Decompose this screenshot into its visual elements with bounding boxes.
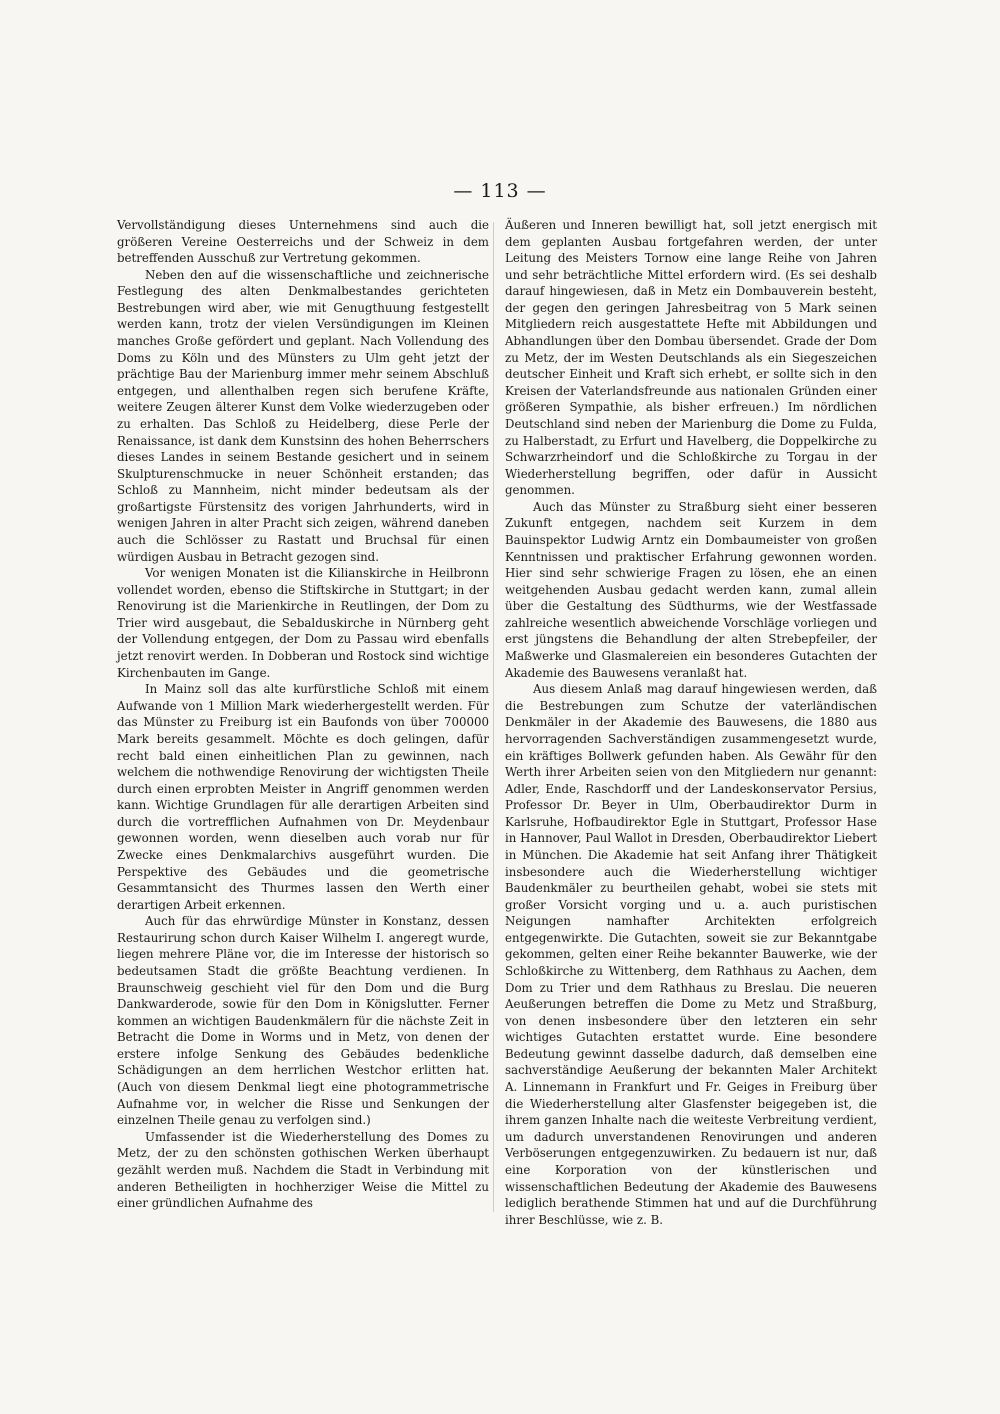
paragraph: Vor wenigen Monaten ist die Kilianskirche in Heilbronn vollendet worden, ebenso die Stiftskirche in Stuttgart; in der Renovirung ist die Marienkirche in Reutlingen, der Dom zu Trier wird ausgebaut, die Sebalduskirche in Nürnberg geht der Vollendung entgegen, der Dom zu Passau wird ebenfalls jetzt renovirt werden. In Dobberan und Rostock sind wichtige Kirchenbauten im Gange. — [117, 566, 489, 680]
paragraph: Umfassender ist die Wiederherstellung des Domes zu Metz, der zu den schönsten gothischen Werken überhaupt gezählt werden muß. Nachdem die Stadt in Verbindung mit anderen Betheiligten in hochherziger Weise die Mittel zu einer gründlichen Aufnahme des — [117, 1129, 489, 1211]
paragraph: Auch das Münster zu Straßburg sieht einer besseren Zukunft entgegen, nachdem seit Kurzem in dem Bauinspektor Ludwig Arntz ein Dombaumeister von großen Kenntnissen und praktischer Erfahrung gewonnen worden. Hier sind sehr schwierige Fragen zu lösen, ehe an einen weitgehenden Ausbau gedacht werden kann, zumal allein über die Gestaltung des Südthurms, wie der Westfassade zahlreiche wesentlich abweichende Vorschläge vorliegen und erst jüngstens die Behandlung der alten Strebepfeiler, der Maßwerke und Glasmalereien ein besonderes Gutachten der Akademie des Bauwesens veranlaßt hat. — [505, 499, 877, 680]
paragraph: Neben den auf die wissenschaftliche und zeichnerische Festlegung des alten Denkmalbestandes gerichteten Bestrebungen wird aber, wie mit Genugthuung festgestellt werden kann, trotz der vielen Versündigungen im Kleinen manches Große gefördert und geplant. Nach Vollendung des Doms zu Köln und des Münsters zu Ulm geht jetzt der prächtige Bau der Marienburg immer mehr seinem Abschluß entgegen, und allenthalben regen sich berufene Kräfte, weitere Zeugen älterer Kunst dem Volke wiederzugeben oder zu erhalten. Das Schloß zu Heidelberg, diese Perle der Renaissance, ist dank dem Kunstsinn des hohen Beherrschers dieses Landes in seinem Bestande gesichert und in seinem Skulpturenschmucke in neuer Schönheit erstanden; das Schloß zu Mannheim, nicht minder bedeutsam als der großartigste Fürstensitz des vorigen Jahrhunderts, wird in wenigen Jahren in alter Pracht sich zeigen, während daneben auch die Schlösser zu Rastatt und Bruchsal für einen würdigen Ausbau in Betracht gezogen sind. — [117, 267, 489, 564]
paragraph: Aus diesem Anlaß mag darauf hingewiesen werden, daß die Bestrebungen zum Schutze der vaterländischen Denkmäler in der Akademie des Bauwesens, die 1880 aus hervorragenden Sachverständigen zusammengesetzt wurde, ein kräftiges Bollwerk gefunden haben. Als Gewähr für den Werth ihrer Arbeiten seien von den Mitgliedern nur genannt: Adler, Ende, Raschdorff und der Landeskonservator Persius, Professor Dr. Beyer in Ulm, Oberbaudirektor Durm in Karlsruhe, Hofbaudirektor Egle in Stuttgart, Professor Hase in Hannover, Paul Wallot in Dresden, Oberbaudirektor Liebert in München. Die Akademie hat seit Anfang ihrer Thätigkeit insbesondere auch die Wiederherstellung wichtiger Baudenkmäler zu beurtheilen gehabt, wobei sie stets mit großer Vorsicht vorging und u. a. auch puristischen Neigungen namhafter Architekten erfolgreich entgegenwirkte. Die Gutachten, soweit sie zur Bekanntgabe gekommen, gelten einer Reihe bekannter Bauwerke, wie der Schloßkirche zu Wittenberg, dem Rathhaus zu Aachen, dem Dom zu Trier und dem Rathhaus zu Breslau. Die neueren Aeußerungen betreffen die Dome zu Metz und Straßburg, von denen insbesondere über den letzteren ein sehr wichtiges Gutachten erstattet wurde. Eine besondere Bedeutung gewinnt dasselbe dadurch, daß demselben eine sachverständige Aeußerung der bekannten Maler Architekt A. Linnemann in Frankfurt und Fr. Geiges in Freiburg über die Wiederherstellung alter Glasfenster beigegeben ist, die ihrem ganzen Inhalte nach die weiteste Verbreitung verdient, um dadurch unverstandenen Renovirungen und anderen Verböserungen entgegenzuwirken. Zu bedauern ist nur, daß eine Korporation von der künstlerischen und wissenschaftlichen Bedeutung der Akademie des Bauwesens lediglich berathende Stimmen hat und auf die Durchführung ihrer Beschlüsse, wie z. B. — [505, 682, 877, 1227]
paragraph: Auch für das ehrwürdige Münster in Konstanz, dessen Restaurirung schon durch Kaiser Wilhelm I. angeregt wurde, liegen mehrere Pläne vor, die im Interesse der historisch so bedeutsamen Stadt die größte Beachtung verdienen. In Braunschweig geschieht viel für den Dom und die Burg Dankwarderode, sowie für den Dom in Königslutter. Ferner kommen an wichtigen Baudenkmälern für die nächste Zeit in Betracht die Dome in Worms und in Metz, von denen der erstere infolge Senkung des Gebäudes bedenkliche Schädigungen an dem herrlichen Westchor erlitten hat. (Auch von diesem Denkmal liegt eine photogrammetrische Aufnahme vor, in welcher die Risse und Senkungen der einzelnen Theile genau zu verfolgen sind.) — [117, 914, 489, 1128]
paragraph: Äußeren und Inneren bewilligt hat, soll jetzt energisch mit dem geplanten Ausbau fortgefahren werden, der unter Leitung des Meisters Tornow eine lange Reihe von Jahren und sehr beträchtliche Mittel erfordern wird. (Es sei deshalb darauf hingewiesen, daß in Metz ein Dombauverein besteht, der gegen den geringen Jahresbeitrag von 5 Mark seinen Mitgliedern reich ausgestattete Hefte mit Abbildungen und Abhandlungen über den Dombau übersendet. Grade der Dom zu Metz, der im Westen Deutschlands als ein Siegeszeichen deutscher Einheit und Kraft sich erhebt, er sollte sich in den Kreisen der Vaterlandsfreunde aus nationalen Gründen einer größeren Sympathie, als bisher erfreuen.) Im nördlichen Deutschland sind neben der Marienburg die Dome zu Fulda, zu Halberstadt, zu Erfurt und Havelberg, die Doppelkirche zu Schwarzrheindorf und die Schloßkirche zu Torgau in der Wiederherstellung begriffen, oder dafür in Aussicht genommen. — [505, 218, 877, 498]
page-number: — 113 — — [453, 180, 547, 202]
paragraph: In Mainz soll das alte kurfürstliche Schloß mit einem Aufwande von 1 Million Mark wiederhergestellt werden. Für das Münster zu Freiburg ist ein Baufonds von über 700000 Mark bereits gesammelt. Möchte es doch gelingen, dafür recht bald einen einheitlichen Plan zu gewinnen, nach welchem die nothwendige Renovirung der wichtigsten Theile durch einen erprobten Meister in Angriff genommen werden kann. Wichtige Grundlagen für alle derartigen Arbeiten sind durch die vortrefflichen Aufnahmen von Dr. Meydenbaur gewonnen worden, wenn dieselben auch vorab nur für Zwecke eines Denkmalarchivs ausgeführt wurden. Die Perspektive des Gebäudes und die geometrische Gesammtansicht des Thurmes lassen den Werth einer derartigen Arbeit erkennen. — [117, 682, 489, 912]
left-column — [117, 217, 489, 1212]
column-divider — [493, 222, 494, 1212]
paragraph: Vervollständigung dieses Unternehmens sind auch die größeren Vereine Oesterreichs und der Schweiz in dem betreffenden Ausschuß zur Vertretung gekommen. — [117, 218, 489, 266]
right-column — [505, 217, 877, 1228]
